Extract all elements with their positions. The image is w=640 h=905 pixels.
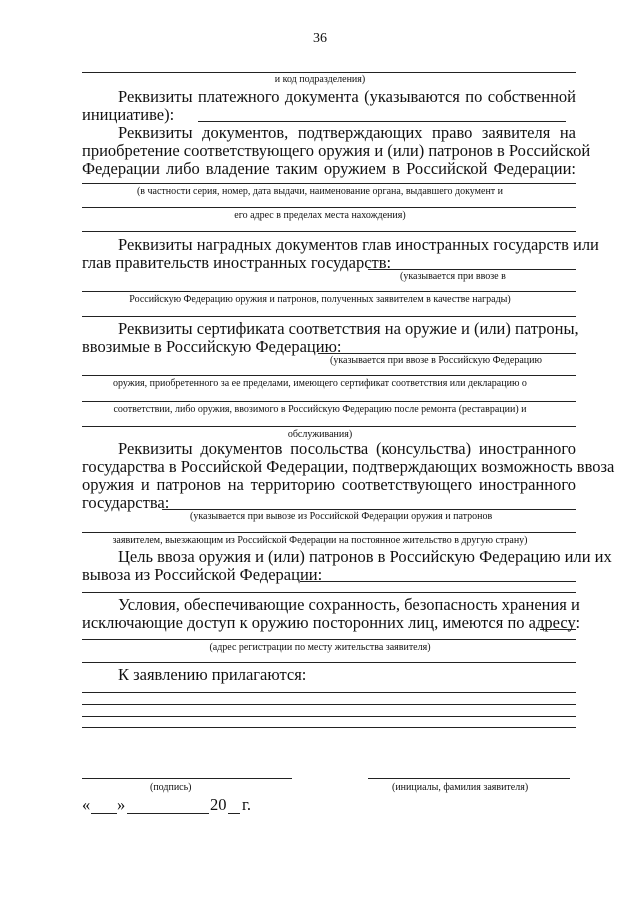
award-field-1[interactable] — [368, 269, 576, 270]
documents-field-1[interactable] — [82, 183, 576, 184]
name-hint: (инициалы, фамилия заявителя) — [392, 782, 529, 793]
award-line-2: глав правительств иностранных государств: — [82, 253, 392, 272]
certificate-field-4[interactable] — [82, 426, 576, 427]
documents-line-2: приобретение соответствующего оружия и (или) патронов в Российской — [82, 141, 591, 160]
date-year-prefix: 20 — [210, 795, 227, 814]
attachments-title: К заявлению прилагаются: — [118, 665, 307, 684]
conditions-line-1: Условия, обеспечивающие сохранность, безопасность хранения и — [118, 595, 580, 614]
purpose-field-1[interactable] — [300, 581, 576, 582]
documents-line-3: Федерации либо владение таким оружием в Российской Федерации: — [82, 159, 576, 178]
page-number: 36 — [313, 31, 327, 46]
embassy-field-2[interactable] — [82, 532, 576, 533]
name-field[interactable] — [368, 778, 570, 779]
signature-hint: (подпись) — [150, 782, 192, 793]
attachments-field-4[interactable] — [82, 727, 576, 728]
documents-hint-1: (в частности серия, номер, дата выдачи, наименование органа, выдавшего документ и — [136, 186, 504, 197]
award-hint-2: Российскую Федерацию оружия и патронов, полученных заявителем в качестве награды) — [129, 294, 511, 305]
date-year-field[interactable] — [228, 813, 240, 814]
conditions-field-1[interactable] — [540, 629, 576, 630]
embassy-line-3: оружия и патронов на территорию соответствующего иностранного — [82, 475, 576, 494]
purpose-field-2[interactable] — [82, 592, 576, 593]
date-day-field[interactable] — [91, 813, 117, 814]
certificate-hint-4: обслуживания) — [287, 429, 353, 440]
embassy-hint-2: заявителем, выезжающим из Российской Федерации на постоянное жительство в другую страну) — [112, 535, 528, 546]
documents-field-3[interactable] — [82, 231, 576, 232]
attachments-field-2[interactable] — [82, 704, 576, 705]
embassy-field-1[interactable] — [162, 509, 576, 510]
certificate-hint-2: оружия, приобретенного за ее пределами, имеющего сертификат соответствия или декларацию о — [113, 378, 527, 389]
date-month-field[interactable] — [127, 813, 209, 814]
attachments-field-3[interactable] — [82, 716, 576, 717]
certificate-field-3[interactable] — [82, 401, 576, 402]
certificate-line-1: Реквизиты сертификата соответствия на оружие и (или) патроны, — [118, 319, 579, 338]
date-quote-open: « — [82, 795, 91, 814]
award-field-3[interactable] — [82, 316, 576, 317]
conditions-hint-1: (адрес регистрации по месту жительства заявителя) — [209, 642, 431, 653]
purpose-line-1: Цель ввоза оружия и (или) патронов в Российскую Федерацию или их — [118, 547, 612, 566]
documents-line-1: Реквизиты документов, подтверждающих право заявителя на — [118, 123, 576, 142]
conditions-field-2[interactable] — [82, 639, 576, 640]
conditions-field-3[interactable] — [82, 662, 576, 663]
payment-field[interactable] — [198, 121, 566, 122]
division-code-hint: и код подразделения) — [274, 74, 366, 85]
documents-field-2[interactable] — [82, 207, 576, 208]
conditions-line-2: исключающие доступ к оружию посторонних лиц, имеются по адресу: — [82, 613, 581, 632]
embassy-hint-1: (указывается при вывозе из Российской Федерации оружия и патронов — [190, 511, 493, 522]
award-line-1: Реквизиты наградных документов глав иностранных государств или — [118, 235, 599, 254]
date-year-suffix: г. — [242, 795, 252, 814]
date-quote-close: » — [117, 795, 126, 814]
certificate-line-2: ввозимые в Российскую Федерацию: — [82, 337, 342, 356]
certificate-field-1[interactable] — [318, 353, 576, 354]
payment-line-1: Реквизиты платежного документа (указываются по собственной — [118, 87, 576, 106]
award-hint-1: (указывается при ввозе в — [400, 271, 506, 282]
purpose-line-2: вывоза из Российской Федерации: — [82, 565, 323, 584]
award-field-2[interactable] — [82, 291, 576, 292]
attachments-field-1[interactable] — [82, 692, 576, 693]
division-code-line — [82, 72, 576, 73]
embassy-line-1: Реквизиты документов посольства (консульства) иностранного — [118, 439, 576, 458]
embassy-line-2: государства в Российской Федерации, подтверждающих возможность ввоза — [82, 457, 615, 476]
payment-line-2: инициативе): — [82, 105, 175, 124]
signature-field[interactable] — [82, 778, 292, 779]
certificate-hint-1: (указывается при ввозе в Российскую Федерацию — [330, 355, 542, 366]
embassy-line-4: государства: — [82, 493, 170, 512]
documents-hint-2: его адрес в пределах места нахождения) — [234, 210, 406, 221]
certificate-hint-3: соответствии, либо оружия, ввозимого в Российскую Федерацию после ремонта (реставрации) и — [113, 404, 527, 415]
certificate-field-2[interactable] — [82, 375, 576, 376]
